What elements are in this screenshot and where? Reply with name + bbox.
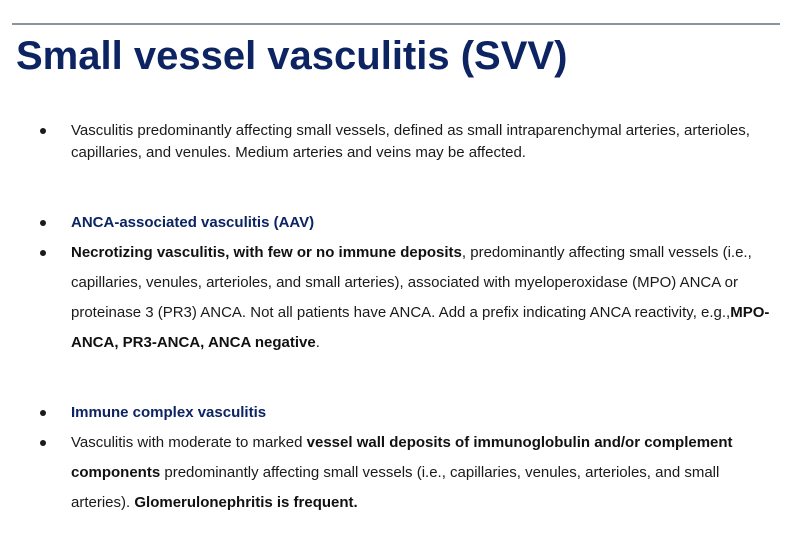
top-divider — [12, 23, 780, 25]
aav-desc-bold: Necrotizing vasculitis, with few or no immune deposits — [71, 244, 462, 261]
aav-heading — [36, 208, 776, 238]
aav-description — [36, 238, 776, 358]
icv-desc-bold2: Glomerulonephritis is frequent. — [134, 494, 358, 511]
aav-desc-bold2: MPO-ANCA, PR3-ANCA, ANCA negative — [71, 304, 770, 351]
aav-desc-text: , predominantly affecting small vessels (i.e., capillaries, venules, arterioles, and small arteries), associated with myeloperoxidase (MPO) ANCA or proteinase 3 (PR3) ANCA. Not all patients have ANCA. Add a prefix indicating ANCA reactivity, e.g., — [71, 244, 752, 321]
icv-desc-text1: Vasculitis with moderate to marked — [71, 434, 307, 451]
icv-section — [36, 398, 776, 518]
icv-list — [36, 398, 776, 518]
icv-desc-text2: predominantly affecting small vessels (i.e., capillaries, venules, arterioles, and small arteries). — [71, 464, 720, 511]
page-title: Small vessel vasculitis (SVV) — [16, 34, 568, 78]
aav-section — [36, 208, 776, 358]
icv-heading — [36, 398, 776, 428]
aav-list — [36, 208, 776, 358]
intro-bullet — [36, 120, 776, 164]
aav-desc-end: . — [315, 334, 320, 351]
icv-desc-bold1: vessel wall deposits of immunoglobulin and/or complement components — [71, 434, 733, 481]
intro-text: Vasculitis predominantly affecting small vessels, defined as small intraparenchymal arteries, arterioles, capillaries, and venules. Medium arteries and veins may be affected. — [71, 122, 750, 161]
aav-heading-text: ANCA-associated vasculitis (AAV) — [71, 214, 315, 231]
intro-section — [36, 120, 776, 164]
icv-heading-text: Immune complex vasculitis — [71, 404, 267, 421]
icv-description — [36, 428, 776, 518]
intro-list — [36, 120, 776, 164]
